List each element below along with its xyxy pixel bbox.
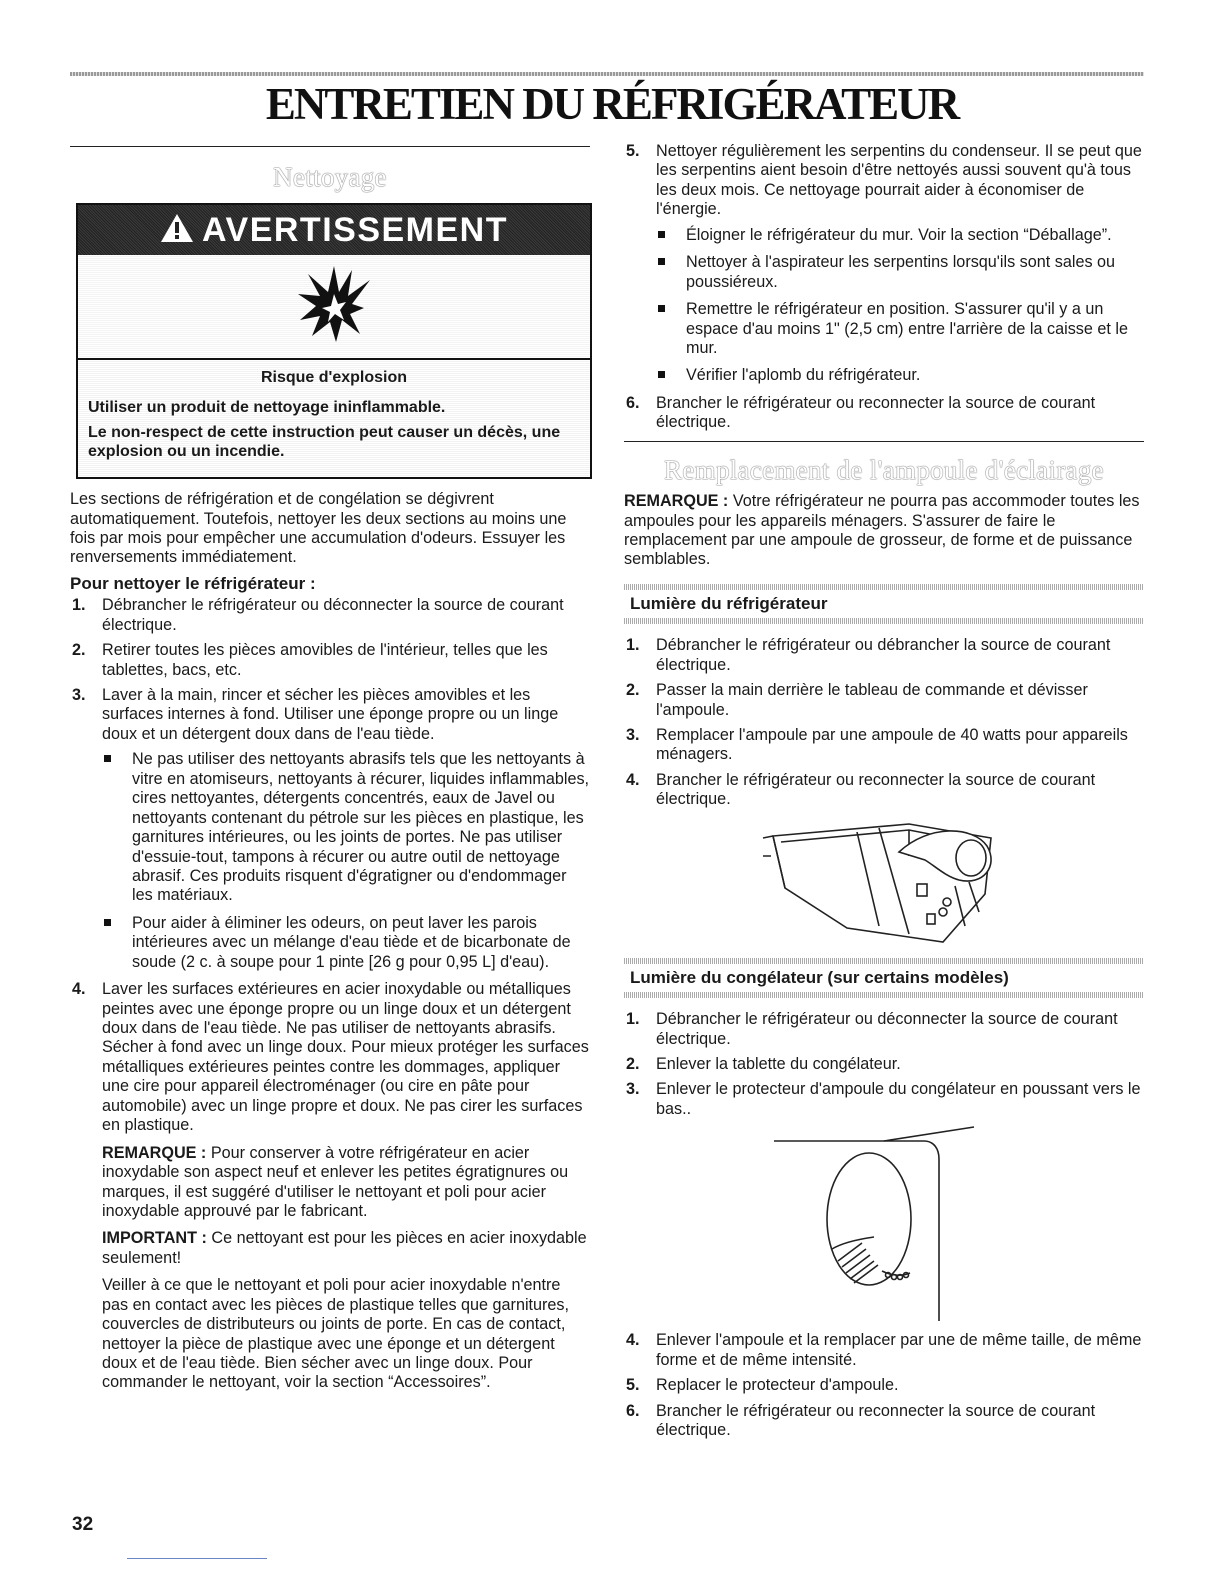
list-item	[624, 771, 1144, 810]
list-item	[624, 1010, 1144, 1049]
warning-line-1: Utiliser un produit de nettoyage ininflammable.	[88, 398, 446, 416]
step-number: 2.	[72, 641, 86, 660]
step-number: 4.	[626, 770, 640, 789]
list-item	[624, 1331, 1144, 1370]
bulb-note	[624, 492, 1144, 570]
bullet-square-icon	[104, 755, 111, 762]
bullet-square-icon	[658, 371, 665, 378]
bullet-text: Remettre le réfrigérateur en position. S'assurer qu'il y a un espace d'au moins 1" (2,5 cm) entre l'arrière de la caisse et le mur.	[686, 300, 1129, 357]
step-number: 6.	[626, 393, 640, 412]
list-item	[624, 1055, 1144, 1074]
list-item	[70, 980, 590, 1393]
bullet-item	[656, 300, 1144, 358]
explosion-icon	[294, 264, 374, 349]
list-item	[624, 636, 1144, 675]
list-item	[70, 596, 590, 635]
step-text: Brancher le réfrigérateur ou reconnecter la source de courant électrique.	[656, 770, 1096, 809]
step-number: 4.	[72, 980, 86, 999]
bullet-item	[102, 750, 590, 906]
step-number: 3.	[626, 725, 640, 744]
list-item	[624, 681, 1144, 720]
step-text: Remplacer l'ampoule par une ampoule de 40 watts pour appareils ménagers.	[656, 725, 1128, 764]
list-item	[70, 641, 590, 680]
step-text: Débrancher le réfrigérateur ou débrancher la source de courant électrique.	[656, 636, 1111, 674]
bullet-item	[102, 914, 590, 972]
bullet-text: Nettoyer à l'aspirateur les serpentins lorsqu'ils sont sales ou poussiéreux.	[686, 253, 1116, 291]
top-rule	[70, 72, 1144, 76]
bullet-item	[656, 253, 1144, 292]
warning-line-2: Le non-respect de cette instruction peut causer un décès, une explosion ou un incendie.	[88, 423, 561, 460]
warning-word: AVERTISSEMENT	[201, 210, 508, 249]
left-column	[70, 146, 590, 1399]
step-number: 3.	[72, 686, 86, 705]
list-item	[624, 142, 1144, 386]
warning-header	[78, 205, 590, 255]
step-number: 6.	[626, 1401, 640, 1420]
step5-bullets	[656, 226, 1144, 386]
cleaning-steps	[70, 596, 590, 1393]
stipple-rule	[624, 618, 1144, 624]
section-rule	[624, 441, 1144, 442]
bullet-item	[656, 226, 1144, 245]
list-item	[624, 1376, 1144, 1395]
step-text: Laver à la main, rincer et sécher les pièces amovibles et les surfaces internes à fond. Utiliser une éponge propre ou un linge doux et un détergent doux dans de l'eau tiède.	[102, 686, 559, 743]
cleaning-subheading: Pour nettoyer le réfrigérateur :	[70, 573, 316, 593]
step-text: Brancher le réfrigérateur ou reconnecter la source de courant électrique.	[656, 393, 1096, 432]
step-number: 2.	[626, 1054, 640, 1073]
bullet-square-icon	[658, 258, 665, 265]
note-label: REMARQUE :	[102, 1143, 207, 1162]
bullet-text: Ne pas utiliser des nettoyants abrasifs tels que les nettoyants à vitre en atomiseurs, nettoyants à récurer, liquides inflammables, cires nettoyantes, détergents concentrés, eaux de Javel ou nettoyants contenant du pétrole sur les pièces en plastique, les garnitures intérieures, ou les joints de portes. Ne pas utiliser d'essuie-tout, tampons à récurer ou autre outil de nettoyage abrasif. Ces produits risquent d'égratigner ou d'endommager les matériaux.	[132, 750, 590, 905]
step-number: 5.	[626, 142, 640, 160]
freezer-light-steps	[624, 1010, 1144, 1119]
step-text: Enlever la tablette du congélateur.	[656, 1054, 901, 1073]
bullet-square-icon	[658, 305, 665, 312]
page-title: ENTRETIEN DU RÉFRIGÉRATEUR	[265, 79, 959, 129]
important-note	[102, 1229, 590, 1268]
step-number: 1.	[626, 1010, 640, 1029]
step-text: Replacer le protecteur d'ampoule.	[656, 1376, 899, 1395]
bullet-item	[656, 366, 1144, 385]
list-item	[624, 1080, 1144, 1119]
fridge-light-illustration	[624, 816, 1144, 948]
bullet-square-icon	[658, 231, 665, 238]
step-number: 1.	[72, 596, 86, 615]
step-text: Débrancher le réfrigérateur ou déconnecter la source de courant électrique.	[102, 596, 564, 634]
stainless-note	[102, 1144, 590, 1222]
step-text: Nettoyer régulièrement les serpentins du condenseur. Il se peut que les serpentins aient besoin d'être nettoyés aussi souvent qu'à tous les deux mois. Ce nettoyage pourrait aider à économiser de l'énergie.	[656, 142, 1142, 219]
step-text: Passer la main derrière le tableau de commande et dévisser l'ampoule.	[656, 681, 1088, 719]
bulb-heading: Remplacement de l'ampoule d'éclairage	[664, 454, 1104, 485]
warning-box	[76, 203, 592, 479]
bullet-text: Vérifier l'aplomb du réfrigérateur.	[686, 366, 921, 385]
step-text: Débrancher le réfrigérateur ou déconnecter la source de courant électrique.	[656, 1010, 1118, 1048]
warning-text	[78, 360, 590, 477]
step-text: Enlever l'ampoule et la remplacer par une de même taille, de même forme et de même intensité.	[656, 1331, 1142, 1369]
section-rule	[70, 146, 590, 147]
fridge-light-heading: Lumière du réfrigérateur	[630, 593, 828, 613]
step-text: Enlever le protecteur d'ampoule du congélateur en poussant vers le bas..	[656, 1080, 1141, 1118]
step-number: 4.	[626, 1331, 640, 1350]
step-number: 5.	[626, 1376, 640, 1395]
page-number: 32	[72, 1514, 94, 1535]
bullet-text: Pour aider à éliminer les odeurs, on peut laver les parois intérieures avec un mélange d'eau tiède et de bicarbonate de soude (2 c. à soupe pour 1 pinte [26 g pour 0,95 L] d'eau).	[132, 913, 571, 971]
step-text: Laver les surfaces extérieures en acier inoxydable ou métalliques peintes avec une éponge propre ou un linge doux et un détergent doux dans de l'eau tiède. Ne pas utiliser de nettoyants abrasifs. Sécher à fond avec un linge doux. Pour mieux protéger les surfaces métalliques extérieures peintes contre les dommages, appliquer une cire pour appareil électroménager (ou cire en pâte pour automobile) avec un linge propre et doux. Ne pas cirer les surfaces en plastique.	[102, 980, 589, 1135]
step-number: 3.	[626, 1080, 640, 1099]
freezer-light-steps-after	[624, 1331, 1144, 1440]
fridge-light-steps	[624, 636, 1144, 810]
step-text: Retirer toutes les pièces amovibles de l'intérieur, telles que les tablettes, bacs, etc.	[102, 641, 548, 679]
bottom-line	[127, 1558, 267, 1559]
right-column	[624, 142, 1144, 1446]
cleaning-steps-continued	[624, 142, 1144, 433]
step-number: 2.	[626, 681, 640, 700]
bullet-square-icon	[104, 919, 111, 926]
step-text: Brancher le réfrigérateur ou reconnecter la source de courant électrique.	[656, 1401, 1096, 1440]
stipple-rule	[624, 992, 1144, 998]
list-item	[624, 726, 1144, 765]
cleaning-intro: Les sections de réfrigération et de congélation se dégivrent automatiquement. Toutefois, nettoyer les deux sections au moins une fois par mois pour empêcher une accumulation d'odeurs. Essuyer les renversements immédiatement.	[70, 490, 567, 567]
note-label: REMARQUE :	[624, 492, 729, 511]
note-text: Votre réfrigérateur ne pourra pas accommoder toutes les ampoules pour les appareils ménagers. S'assurer de faire le remplacement par une ampoule de grosseur, de forme et de puissance semblables.	[624, 492, 1140, 569]
freezer-light-illustration	[624, 1125, 1144, 1325]
list-item	[70, 686, 590, 972]
freezer-light-heading: Lumière du congélateur (sur certains modèles)	[630, 967, 1009, 987]
warning-triangle-icon	[160, 213, 194, 248]
closing-note: Veiller à ce que le nettoyant et poli pour acier inoxydable n'entre pas en contact avec les pièces de plastique telles que garnitures, couvercles de distributeurs ou joints de porte. En cas de contact, nettoyer la pièce de plastique avec une éponge et un détergent doux et de l'eau tiède. Bien sécher avec un linge doux. Pour commander le nettoyant, voir la section “Accessoires”.	[102, 1276, 570, 1392]
warning-risk: Risque d'explosion	[260, 369, 408, 387]
list-item	[624, 394, 1144, 433]
step-number: 1.	[626, 636, 640, 655]
list-item	[624, 1402, 1144, 1441]
cleaning-heading: Nettoyage	[273, 162, 387, 192]
note-text: Pour conserver à votre réfrigérateur en acier inoxydable son aspect neuf et enlever les petites égratignures ou marques, il est suggéré d'utiliser le nettoyant et poli pour acier inoxydable approuvé par le fabricant.	[102, 1143, 569, 1220]
step3-bullets	[102, 750, 590, 972]
warning-symbol-area	[78, 255, 590, 360]
important-label: IMPORTANT :	[102, 1229, 207, 1248]
important-text: Ce nettoyant est pour les pièces en acier inoxydable seulement!	[102, 1229, 587, 1267]
bullet-text: Éloigner le réfrigérateur du mur. Voir la section “Déballage”.	[686, 225, 1112, 244]
